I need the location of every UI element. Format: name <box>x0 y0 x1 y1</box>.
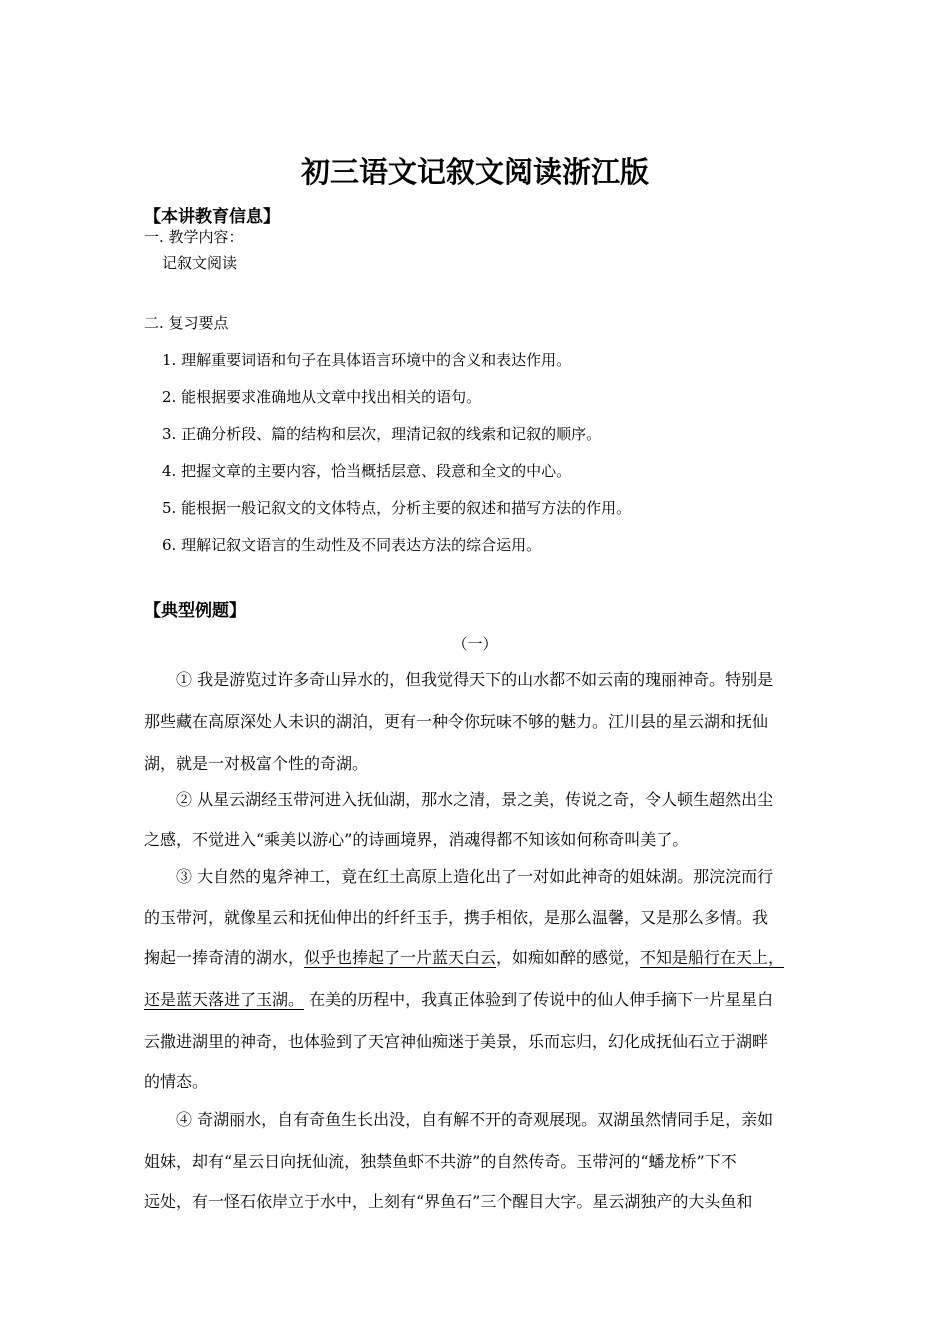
passage-line <box>144 946 784 970</box>
passage-line: 姐妹，却有“星云日向抚仙流，独禁鱼虾不共游”的自然传奇。玉带河的“蟠龙桥”下不 <box>144 1152 737 1171</box>
underlined-sentence: 不知是船行在天上， <box>640 948 785 967</box>
teaching-content-value: 记叙文阅读 <box>162 254 238 272</box>
passage-line: 那些藏在高原深处人未识的湖泊，更有一种令你玩味不够的魅力。江川县的星云湖和抚仙 <box>144 712 769 731</box>
passage-line: 之感，不觉进入“乘美以游心”的诗画境界，消魂得都不知该如何称奇叫美了。 <box>144 830 689 849</box>
passage-line: 远处，有一怪石依岸立于水中，上刻有“界鱼石”三个醒目大字。星云湖独产的大头鱼和 <box>144 1192 753 1211</box>
passage-line: 湖，就是一对极富个性的奇湖。 <box>144 754 369 773</box>
underlined-sentence: 似乎也捧起了一片蓝天白云 <box>304 948 497 967</box>
passage-number: （一） <box>452 635 498 653</box>
review-point: 6. 理解记叙文语言的生动性及不同表达方法的综合运用。 <box>162 536 542 554</box>
passage-line: ② 从星云湖经玉带河进入抚仙湖，那水之清，景之美，传说之奇，令人顿生超然出尘 <box>176 790 774 809</box>
underlined-sentence: 还是蓝天落进了玉湖。 <box>144 990 305 1009</box>
review-point: 1. 理解重要词语和句子在具体语言环境中的含义和表达作用。 <box>162 351 572 369</box>
passage-line: 的情态。 <box>144 1072 209 1091</box>
passage-line: 的玉带河，就像星云和抚仙伸出的纤纤玉手，携手相依，是那么温馨，又是那么多情。我 <box>144 908 769 927</box>
passage-line <box>144 988 773 1012</box>
review-point: 4. 把握文章的主要内容，恰当概括层意、段意和全文的中心。 <box>162 462 572 480</box>
passage-text: 掬起一捧奇清的湖水， <box>144 948 305 967</box>
passage-text: ，如痴如醉的感觉， <box>496 948 641 967</box>
section-heading-info: 【本讲教育信息】 <box>144 207 280 227</box>
passage-line: ③ 大自然的鬼斧神工，竟在红土高原上造化出了一对如此神奇的姐妹湖。那浣浣而行 <box>176 867 774 886</box>
section-heading-examples: 【典型例题】 <box>144 601 246 621</box>
passage-line: ① 我是游览过许多奇山异水的，但我觉得天下的山水都不如云南的瑰丽神奇。特别是 <box>176 670 774 689</box>
review-points-label: 二. 复习要点 <box>144 314 229 332</box>
review-point: 3. 正确分析段、篇的结构和层次，理清记叙的线索和记叙的顺序。 <box>162 425 602 443</box>
teaching-content-label: 一. 教学内容： <box>144 228 244 246</box>
review-point: 5. 能根据一般记叙文的文体特点，分析主要的叙述和描写方法的作用。 <box>162 499 632 517</box>
passage-line: ④ 奇湖丽水，自有奇鱼生长出没，自有解不开的奇观展现。双湖虽然情同手足，亲如 <box>176 1110 774 1129</box>
review-point: 2. 能根据要求准确地从文章中找出相关的语句。 <box>162 388 482 406</box>
passage-line: 云撒进湖里的神奇，也体验到了天宫神仙痴迷于美景，乐而忘归，幻化成抚仙石立于湖畔 <box>144 1032 769 1051</box>
document-title: 初三语文记叙文阅读浙江版 <box>300 155 649 189</box>
passage-text: 在美的历程中，我真正体验到了传说中的仙人伸手摘下一片星星白 <box>304 990 774 1009</box>
